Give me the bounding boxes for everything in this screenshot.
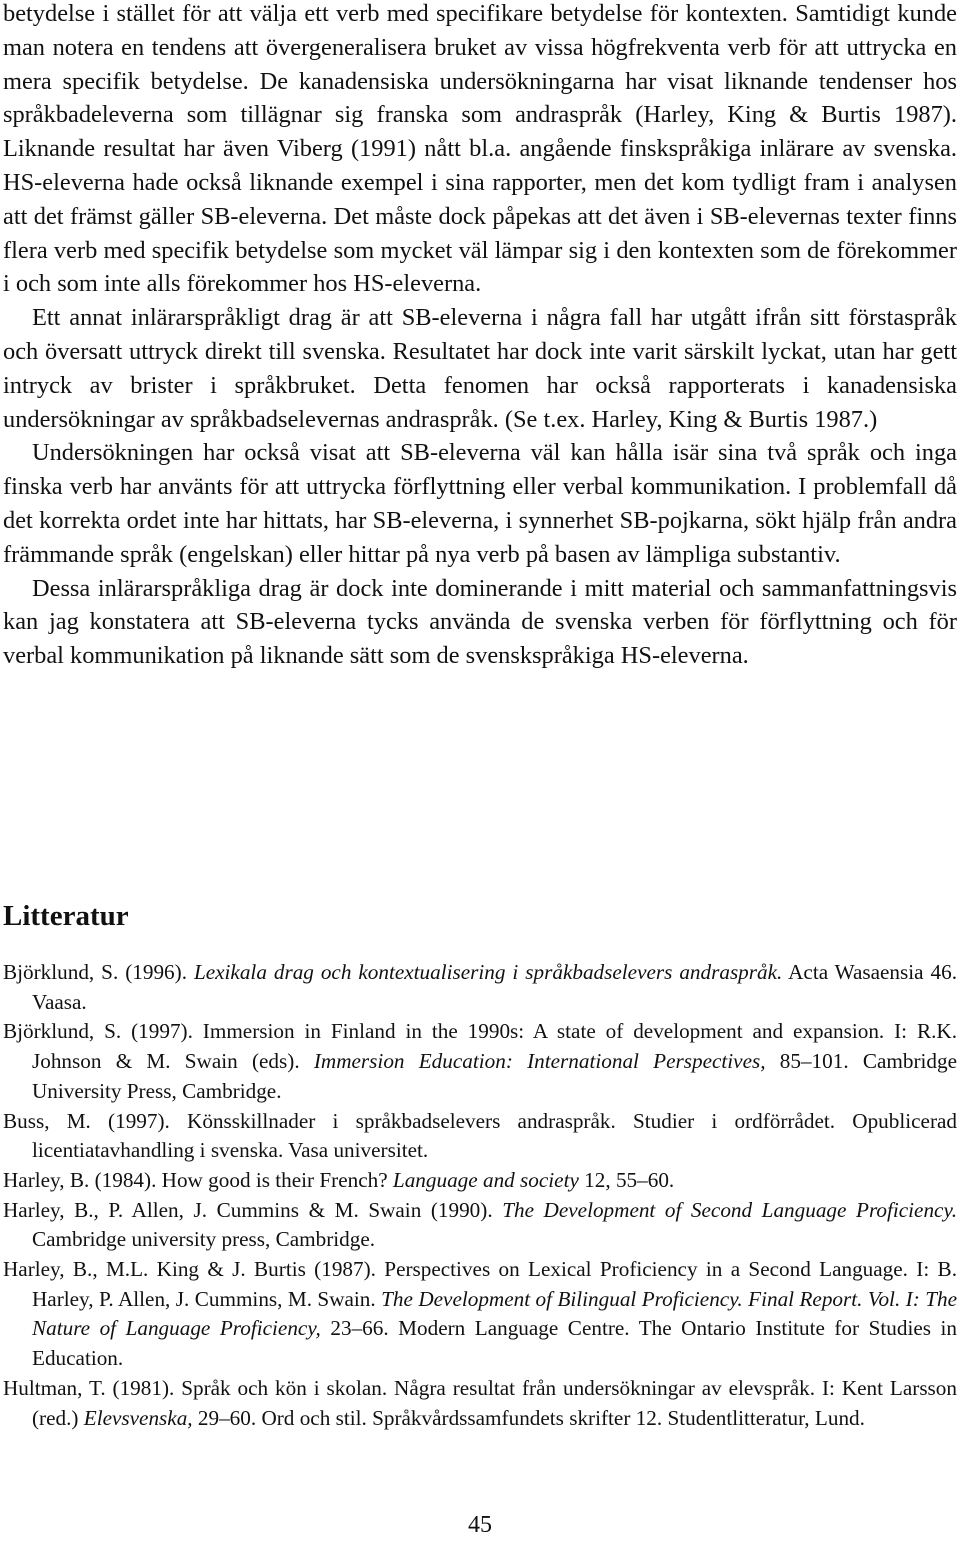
reference-text: 85–101. Cambridge University Press, Cambridge. bbox=[32, 1049, 957, 1103]
reference-text: 29–60. Ord och stil. Språkvårdssamfundets skrifter 12. Studentlitteratur, Lund. bbox=[192, 1405, 865, 1430]
reference-text: Cambridge university press, Cambridge. bbox=[32, 1227, 376, 1252]
paragraph: Undersökningen har också visat att SB-eleverna väl kan hålla isär sina två språk och inga finska verb har använts för att uttrycka förflyttning eller verbal kommunikation. I problemfall då det korrekta ordet inte har hittats, har SB-eleverna, i synnerhet SB-pojkarna, sökt hjälp från andra främmande språk (engelskan) eller hittar på nya verb på basen av lämpliga substantiv. bbox=[3, 439, 957, 568]
reference-list bbox=[3, 958, 957, 1433]
reference-text: Harley, B., P. Allen, J. Cummins & M. Swain (1990). bbox=[3, 1197, 503, 1222]
reference-item bbox=[3, 1017, 957, 1106]
reference-text: 23–66. Modern Language Centre. The Ontario Institute for Studies in Education. bbox=[32, 1316, 957, 1371]
reference-title: Lexikala drag och kontextualisering i språkbadselevers andraspråk. bbox=[193, 960, 783, 984]
reference-item bbox=[3, 1255, 957, 1374]
reference-text: Björklund, S. (1996). bbox=[3, 960, 194, 984]
reference-text: Hultman, T. (1981). Språk och kön i skolan. Några resultat från undersökningar av elevspråk. I: Kent Larsson (red.) bbox=[3, 1375, 957, 1430]
page-number: 45 bbox=[468, 1512, 492, 1538]
reference-title: Language and society bbox=[392, 1167, 579, 1192]
reference-text: Harley, B., M.L. King & J. Burtis (1987). Perspectives on Lexical Proficiency in a Second Language. I: B. Harley, P. Allen, J. Cummins, M. Swain. bbox=[3, 1257, 957, 1311]
body-text bbox=[3, 0, 957, 673]
reference-text: Acta Wasaensia 46. Vaasa. bbox=[32, 960, 957, 1014]
reference-text: Björklund, S. (1997). Immersion in Finland in the 1990s: A state of development and expansion. I: R.K. Johnson & M. Swain (eds). bbox=[3, 1019, 957, 1074]
reference-title: Elevsvenska, bbox=[83, 1405, 193, 1430]
reference-text: 12, 55–60. bbox=[578, 1167, 675, 1192]
reference-item bbox=[3, 1374, 957, 1433]
reference-item bbox=[3, 958, 957, 1017]
reference-title: The Development of Second Language Proficiency. bbox=[502, 1197, 957, 1222]
reference-text: Harley, B. (1984). How good is their French? bbox=[3, 1167, 393, 1192]
reference-title: The Development of Bilingual Proficiency. Final Report. Vol. I: The Nature of Language Proficiency, bbox=[32, 1286, 957, 1341]
paragraph: Ett annat inlärarspråkligt drag är att SB-eleverna i några fall har utgått ifrån sitt förstaspråk och översatt uttryck direkt till svenska. Resultatet har dock inte varit särskilt lyckat, utan har gett intryck av brister i språkbruket. Detta fenomen har också rapporterats i kanadensiska undersökningar av språkbadselevernas andraspråk. (Se t.ex. Harley, King & Burtis 1987.) bbox=[3, 304, 957, 433]
reference-item bbox=[3, 1166, 957, 1196]
section-heading: Litteratur bbox=[3, 900, 129, 932]
reference-title: Immersion Education: International Perspectives, bbox=[313, 1049, 766, 1074]
paragraph: betydelse i stället för att välja ett verb med specifikare betydelse för kontexten. Samtidigt kunde man notera en tendens att övergeneralisera bruket av vissa högfrekventa verb för att uttrycka en mera specifik betydelse. De kanadensiska undersökningarna har visat liknande tendenser hos språkbadeleverna som tillägnar sig franska som andraspråk (Harley, King & Burtis 1987). Liknande resultat har även Viberg (1991) nått bl.a. angående finskspråkiga inlärare av svenska. HS-eleverna hade också liknande exempel i sina rapporter, men det kom tydligt fram i analysen att det främst gäller SB-eleverna. Det måste dock påpekas att det även i SB-elevernas texter finns flera verb med specifik betydelse som mycket väl lämpar sig i den kontexten som de förekommer i och som inte alls förekommer hos HS-eleverna. bbox=[3, 0, 957, 298]
reference-text: Buss, M. (1997). Könsskillnader i språkbadselevers andraspråk. Studier i ordförrådet. Opublicerad licentiatavhandling i svenska. Vasa universitet. bbox=[3, 1108, 957, 1163]
paragraph: Dessa inlärarspråkliga drag är dock inte dominerande i mitt material och sammanfattningsvis kan jag konstatera att SB-eleverna tycks använda de svenska verben för förflyttning och för verbal kommunikation på liknande sätt som de svenskspråkiga HS-eleverna. bbox=[3, 574, 957, 670]
reference-item bbox=[3, 1196, 957, 1255]
reference-item bbox=[3, 1107, 957, 1166]
